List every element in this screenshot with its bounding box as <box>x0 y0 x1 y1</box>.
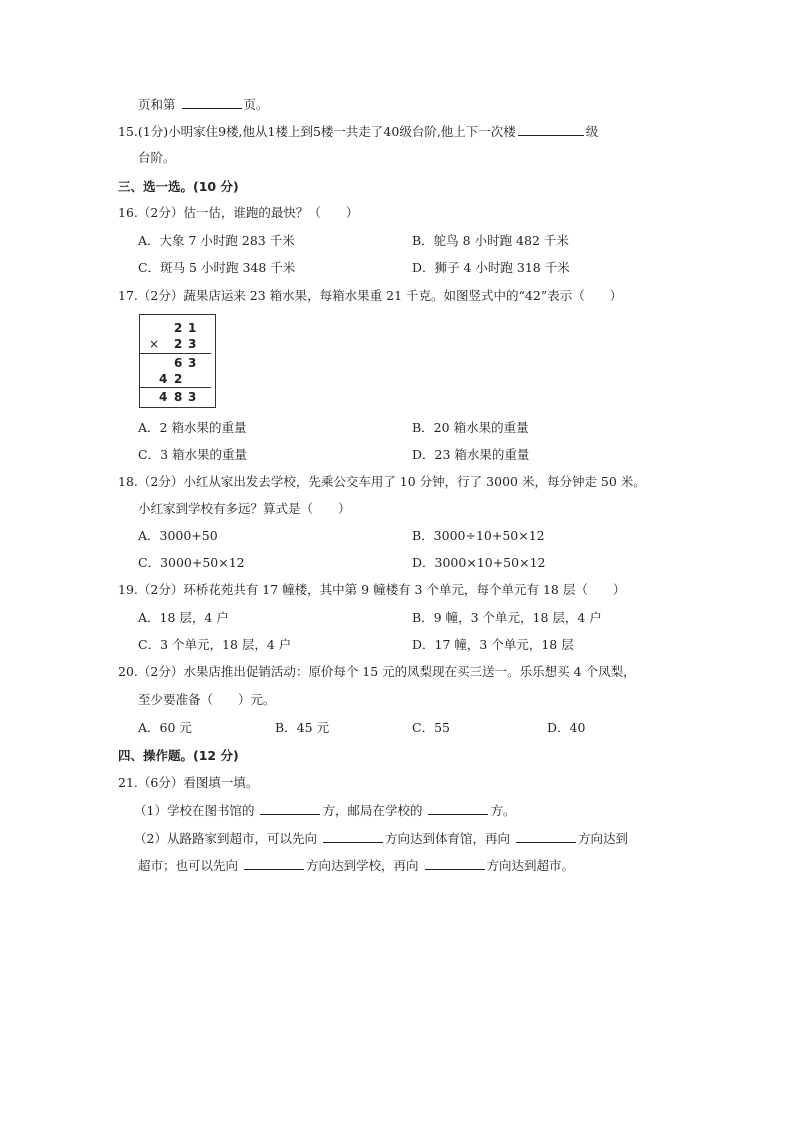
q19-option-c[interactable]: C．3 个单元，18 层，4 户 <box>138 637 292 652</box>
answer-blank[interactable] <box>516 829 576 843</box>
q19-option-b[interactable]: B．9 幢，3 个单元，18 层，4 户 <box>412 610 602 625</box>
q19-option-d[interactable]: D．17 幢，3 个单元，18 层 <box>412 637 574 652</box>
text: （1）学校在图书馆的 <box>134 803 255 818</box>
digit: 2 <box>174 321 183 335</box>
text: 方向达到超市。 <box>486 858 575 873</box>
q17-stem: 17.（2分）蔬果店运来 23 箱水果，每箱水果重 21 千克。如图竖式中的“42”表示（ ） <box>118 288 623 303</box>
text: 方向达到学校，再向 <box>306 858 419 873</box>
q16-option-c[interactable]: C．斑马 5 小时跑 348 千米 <box>138 260 296 275</box>
q19-option-a[interactable]: A．18 层，4 户 <box>138 610 229 625</box>
q17-option-d[interactable]: D．23 箱水果的重量 <box>412 447 530 462</box>
divider <box>140 353 211 354</box>
divider <box>140 387 211 388</box>
question-text: 15.(1分)小明家住9楼,他从1楼上到5楼一共走了40级台阶,他上下一次楼 <box>118 124 516 139</box>
q20-option-b[interactable]: B．45 元 <box>275 720 330 735</box>
q20-line1: 20.（2分）水果店推出促销活动：原价每个 15 元的凤梨现在买三送一。乐乐想买 4 个凤梨， <box>118 664 636 679</box>
digit: 3 <box>188 390 197 404</box>
text: 页和第 <box>138 97 176 112</box>
digit: 1 <box>188 321 197 335</box>
q16-option-b[interactable]: B．鸵鸟 8 小时跑 482 千米 <box>412 233 569 248</box>
digit: 4 <box>159 390 168 404</box>
text: 级 <box>585 124 599 139</box>
answer-blank[interactable] <box>425 856 485 870</box>
text: 超市；也可以先向 <box>138 858 239 873</box>
q18-option-b[interactable]: B．3000÷10+50×12 <box>412 528 545 543</box>
q16-option-d[interactable]: D．狮子 4 小时跑 318 千米 <box>412 260 570 275</box>
q15-line1 <box>118 122 598 140</box>
answer-blank[interactable] <box>244 856 304 870</box>
times-sign: × <box>149 337 160 351</box>
q18-line1: 18.（2分）小红从家出发去学校，先乘公交车用了 10 分钟，行了 3000 米，每分钟走 50 米。 <box>118 474 646 489</box>
answer-blank[interactable] <box>428 801 488 815</box>
digit: 4 <box>159 372 168 386</box>
q21-part1 <box>134 801 515 819</box>
q20-option-a[interactable]: A．60 元 <box>138 720 192 735</box>
q14-tail <box>138 95 269 113</box>
q18-option-c[interactable]: C．3000+50×12 <box>138 555 245 570</box>
answer-blank[interactable] <box>182 95 242 109</box>
q18-option-a[interactable]: A．3000+50 <box>138 528 218 543</box>
text: （2）从路路家到超市，可以先向 <box>134 831 317 846</box>
q15-line2: 台阶。 <box>138 150 176 165</box>
q21-stem: 21.（6分）看图填一填。 <box>118 775 259 790</box>
q16-stem: 16.（2分）估一估，谁跑的最快？（ ） <box>118 205 359 220</box>
q19-stem: 19.（2分）环桥花苑共有 17 幢楼，其中第 9 幢楼有 3 个单元，每个单元有 18 层（ ） <box>118 582 626 597</box>
section-4-heading: 四、操作题。(12 分) <box>118 748 239 763</box>
text: 方向达到体育馆，再向 <box>384 831 510 846</box>
q21-part2-cont <box>138 856 574 874</box>
text: 页。 <box>243 97 269 112</box>
q20-option-d[interactable]: D．40 <box>547 720 586 735</box>
digit: 3 <box>188 337 197 351</box>
q17-option-b[interactable]: B．20 箱水果的重量 <box>412 420 529 435</box>
answer-blank[interactable] <box>518 122 584 136</box>
q16-option-a[interactable]: A．大象 7 小时跑 283 千米 <box>138 233 295 248</box>
digit: 2 <box>174 372 183 386</box>
q17-option-a[interactable]: A．2 箱水果的重量 <box>138 420 247 435</box>
q20-line2: 至少要准备（ ）元。 <box>138 692 276 707</box>
digit: 8 <box>174 390 183 404</box>
vertical-multiplication-figure <box>139 314 216 408</box>
q18-line2: 小红家到学校有多远？算式是（ ） <box>138 501 351 516</box>
q18-option-d[interactable]: D．3000×10+50×12 <box>412 555 546 570</box>
digit: 2 <box>174 337 183 351</box>
text: 方向达到 <box>577 831 628 846</box>
text: 方，邮局在学校的 <box>322 803 423 818</box>
text: 方。 <box>490 803 516 818</box>
q20-option-c[interactable]: C．55 <box>412 720 450 735</box>
answer-blank[interactable] <box>260 801 320 815</box>
answer-blank[interactable] <box>323 829 383 843</box>
section-3-heading: 三、选一选。(10 分) <box>118 179 239 194</box>
q17-option-c[interactable]: C．3 箱水果的重量 <box>138 447 247 462</box>
q21-part2 <box>134 829 628 847</box>
digit: 6 <box>174 356 183 370</box>
digit: 3 <box>188 356 197 370</box>
